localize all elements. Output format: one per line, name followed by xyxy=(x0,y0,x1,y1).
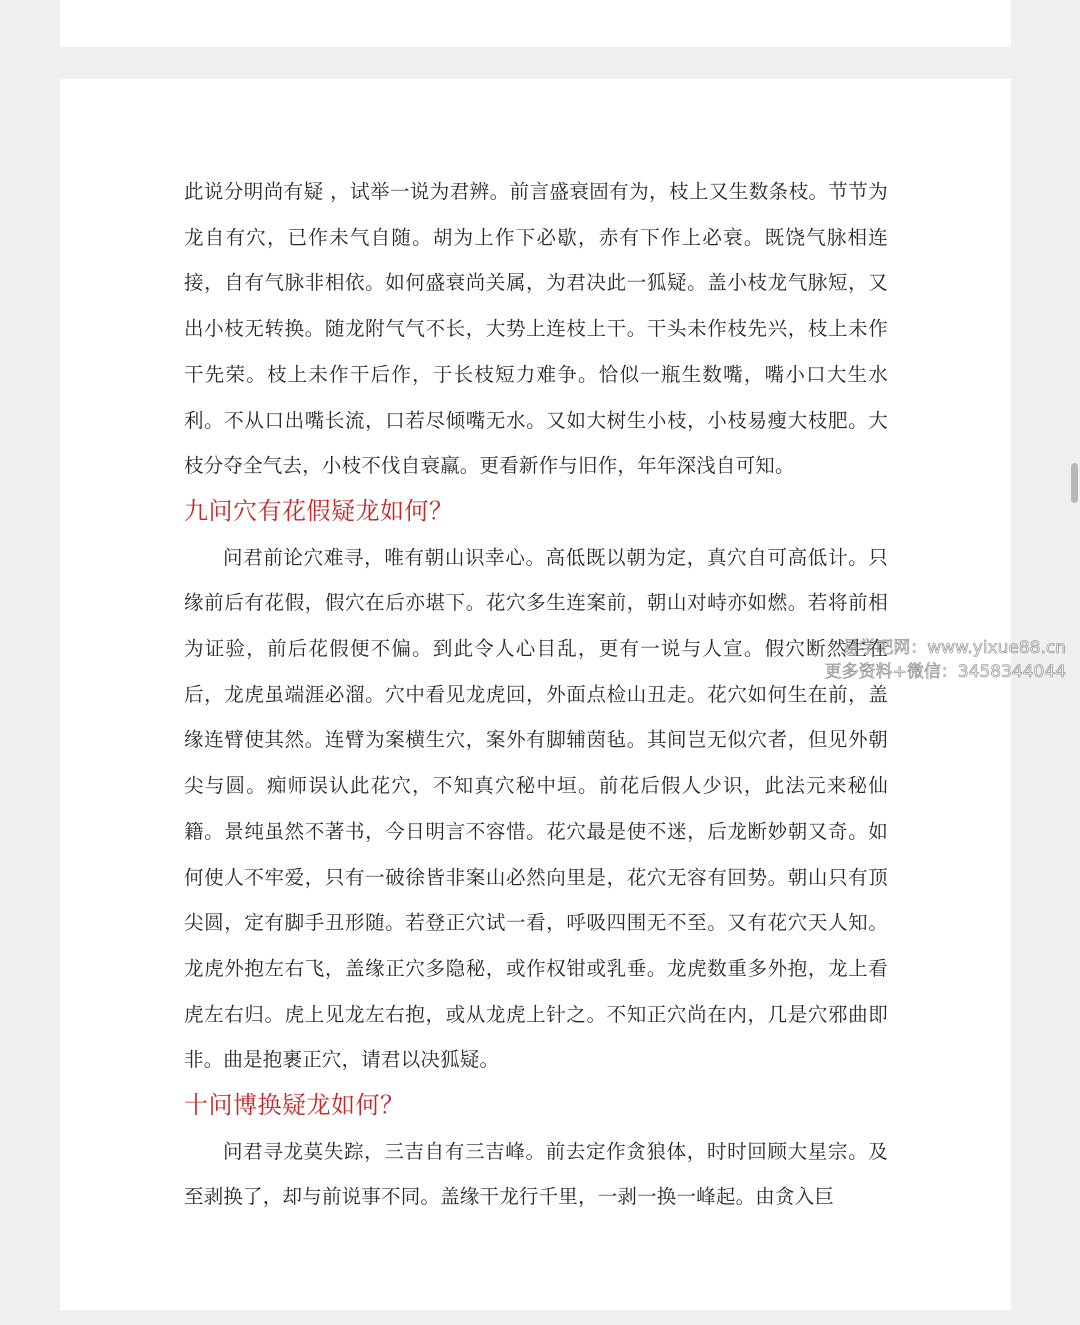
watermark-line-2: 更多资料+微信：3458344044 xyxy=(824,662,1066,682)
scrollbar-thumb[interactable] xyxy=(1071,463,1078,503)
page-content xyxy=(184,169,888,1220)
document-page xyxy=(60,79,1011,1310)
section-heading-10: 十问博换疑龙如何？ xyxy=(184,1091,405,1120)
section-10-body: 问君寻龙莫失踪，三吉自有三吉峰。前去定作贪狼体，时时回顾大星宗。及至剥换了，却与前说事不同。盖缘干龙行千里，一剥一换一峰起。由贪入巨 xyxy=(184,1139,888,1209)
section-heading-9: 九问穴有花假疑龙如何？ xyxy=(184,496,454,525)
section-9-body: 问君前论穴难寻，唯有朝山识幸心。高低既以朝为定，真穴自可高低计。只缘前后有花假，假穴在后亦堪下。花穴多生连案前，朝山对峙亦如燃。若将前相为证验，前后花假便不偏。到此令人心目乱，更有一说与人宣。假穴断然生在后，龙虎虽端涯必溜。穴中看见龙虎回，外面点检山丑走。花穴如何生在前，盖缘连臂使其然。连臂为案横生穴，案外有脚辅茵毡。其间岂无似穴者，但见外朝尖与圆。痴师误认此花穴，不知真穴秘中垣。前花后假人少识，此法元来秘仙籍。景纯虽然不著书，今日明言不容惜。花穴最是使不迷，后龙断妙朝又奇。如何使人不牢爱，只有一破徐皆非案山必然向里是，花穴无容有回势。朝山只有顶尖圆，定有脚手丑形随。若登正穴试一看，呼吸四围无不至。又有花穴天人知。龙虎外抱左右飞，盖缘正穴多隐秘，或作权钳或乳垂。龙虎数重多外抱，龙上看虎左右归。虎上见龙左右抱，或从龙虎上针之。不知正穴尚在内，几是穴邪曲即非。曲是抱裹正穴，请君以决狐疑。 xyxy=(184,545,888,1072)
previous-page-sheet xyxy=(60,0,1011,47)
paragraph-continuation: 此说分明尚有疑 ，试举一说为君辨。前言盛衰固有为，枝上又生数条枝。节节为龙自有穴，已作未气自随。胡为上作下必歇，赤有下作上必衰。既饶气脉相连接，自有气脉非相依。如何盛衰尚关属，为君决此一狐疑。盖小枝龙气脉短，又出小枝无转换。随龙附气气不长，大势上连枝上干。干头未作枝先兴，枝上未作干先荣。枝上未作干后作，于长枝短力难争。恰似一瓶生数嘴，嘴小口大生水利。不从口出嘴长流，口若尽倾嘴无水。又如大树生小枝，小枝易瘦大枝肥。大枝分夺全气去，小枝不伐自衰羸。更看新作与旧作，年年深浅自可知。 xyxy=(184,180,888,478)
watermark-line-1: 易学吧网：www.yixue88.cn xyxy=(842,638,1066,658)
